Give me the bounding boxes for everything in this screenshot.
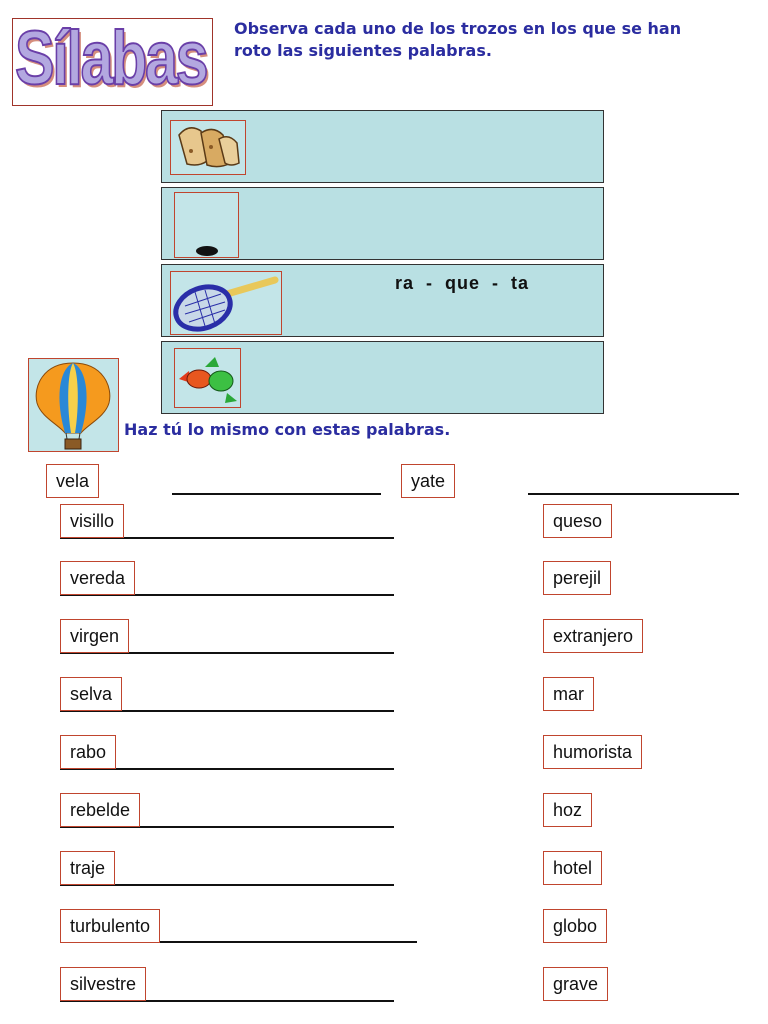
syllable-panel-hole bbox=[161, 187, 604, 260]
word-box: hoz bbox=[543, 793, 592, 827]
bread-icon bbox=[170, 120, 246, 175]
word-box: hotel bbox=[543, 851, 602, 885]
word-box: queso bbox=[543, 504, 612, 538]
word-box: selva bbox=[60, 677, 122, 711]
syllable-division: ra - que - ta bbox=[395, 273, 530, 293]
answer-line[interactable] bbox=[172, 493, 381, 495]
hole-icon bbox=[174, 192, 239, 258]
hot-air-balloon-icon bbox=[28, 358, 119, 452]
word-box: rabo bbox=[60, 735, 116, 769]
word-box: grave bbox=[543, 967, 608, 1001]
word-box: globo bbox=[543, 909, 607, 943]
word-box: turbulento bbox=[60, 909, 160, 943]
instruction-bottom: Haz tú lo mismo con estas palabras. bbox=[124, 420, 451, 439]
word-box: traje bbox=[60, 851, 115, 885]
syllable-panel-racket bbox=[161, 264, 604, 337]
word-box: rebelde bbox=[60, 793, 140, 827]
candy-icon bbox=[174, 348, 241, 408]
word-box: humorista bbox=[543, 735, 642, 769]
word-box: yate bbox=[401, 464, 455, 498]
word-box: vereda bbox=[60, 561, 135, 595]
word-box: extranjero bbox=[543, 619, 643, 653]
tennis-racket-icon bbox=[170, 271, 282, 335]
answer-line[interactable] bbox=[528, 493, 739, 495]
syllable-panel-bread bbox=[161, 110, 604, 183]
word-box: visillo bbox=[60, 504, 124, 538]
title-text: Sílabas bbox=[15, 18, 207, 101]
word-box: vela bbox=[46, 464, 99, 498]
word-box: perejil bbox=[543, 561, 611, 595]
instruction-top: Observa cada uno de los trozos en los que se han roto las siguientes palabras. bbox=[234, 19, 682, 60]
syllable-panel-candy bbox=[161, 341, 604, 414]
title-logo bbox=[12, 18, 213, 106]
word-box: silvestre bbox=[60, 967, 146, 1001]
word-box: mar bbox=[543, 677, 594, 711]
word-box: virgen bbox=[60, 619, 129, 653]
